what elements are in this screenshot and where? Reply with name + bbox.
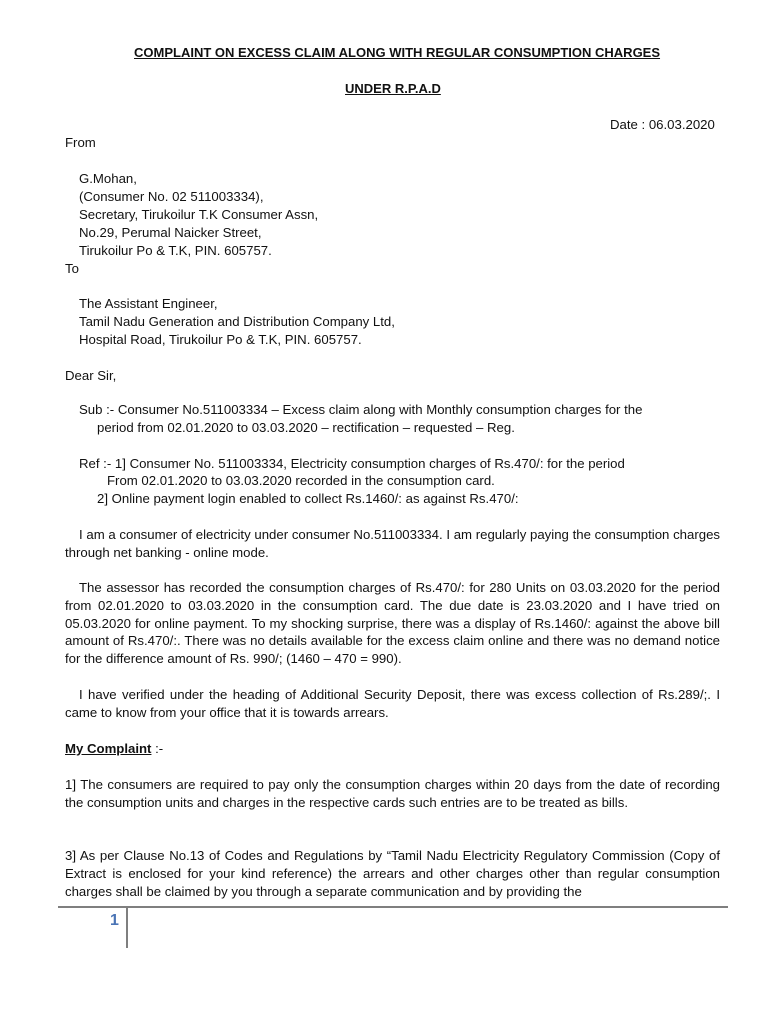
- from-label: From: [65, 135, 96, 150]
- recipient-line: Tamil Nadu Generation and Distribution Company Ltd,: [79, 314, 395, 329]
- complaint-heading-text: My Complaint: [65, 741, 152, 756]
- sender-line: (Consumer No. 02 511003334),: [79, 189, 264, 204]
- letter-date: Date : 06.03.2020: [610, 117, 715, 132]
- complaint-item: 3] As per Clause No.13 of Codes and Regulations by “Tamil Nadu Electricity Regulatory Commission (Copy of Extract is enclosed for your kind reference) the arrears and other charges other than regular consumption charges shall be claimed by you through a separate communication and by providing the: [65, 848, 720, 899]
- body-paragraph: I have verified under the heading of Additional Security Deposit, there was excess collection of Rs.289/;. I came to know from your office that it is towards arrears.: [65, 687, 720, 720]
- complaint-item: 1] The consumers are required to pay only the consumption charges within 20 days from the date of recording the consumption units and charges in the respective cards such entries are to be treated as bills.: [65, 777, 720, 810]
- sender-line: No.29, Perumal Naicker Street,: [79, 225, 262, 240]
- recipient-line: Hospital Road, Tirukoilur Po & T.K, PIN. 605757.: [79, 332, 362, 347]
- subject-line: period from 02.01.2020 to 03.03.2020 – rectification – requested – Reg.: [97, 420, 515, 435]
- footer-divider: [58, 906, 728, 908]
- document-subtitle: UNDER R.P.A.D: [345, 81, 441, 96]
- sender-line: Tirukoilur Po & T.K, PIN. 605757.: [79, 243, 272, 258]
- complaint-heading-suffix: :-: [151, 741, 164, 756]
- to-label: To: [65, 261, 79, 276]
- sender-line: Secretary, Tirukoilur T.K Consumer Assn,: [79, 207, 319, 222]
- subject-line: Sub :- Consumer No.511003334 – Excess claim along with Monthly consumption charges for the: [79, 402, 643, 417]
- salutation: Dear Sir,: [65, 368, 117, 383]
- page-number: 1: [110, 912, 119, 929]
- reference-line: From 02.01.2020 to 03.03.2020 recorded in the consumption card.: [107, 473, 495, 488]
- complaint-heading: [65, 740, 163, 758]
- document-title: COMPLAINT ON EXCESS CLAIM ALONG WITH REGULAR CONSUMPTION CHARGES: [134, 45, 661, 60]
- body-paragraph: I am a consumer of electricity under consumer No.511003334. I am regularly paying the consumption charges through net banking - online mode.: [65, 527, 720, 560]
- footer-vertical-divider: [126, 908, 128, 948]
- reference-line: Ref :- 1] Consumer No. 511003334, Electricity consumption charges of Rs.470/: for the period: [79, 456, 625, 471]
- body-paragraph: The assessor has recorded the consumption charges of Rs.470/: for 280 Units on 03.03.2020 for the period from 02.01.2020 to 03.03.2020 in the consumption card. The due date is 23.03.2020 and I have tried on 05.03.2020 for online payment. To my shocking surprise, there was a display of Rs.1460/: against the above bill amount of Rs.470/:. There was no details available for the excess claim online and there was no demand notice for the difference amount of Rs. 990/; (1460 – 470 = 990).: [65, 580, 720, 667]
- sender-line: G.Mohan,: [79, 171, 137, 186]
- reference-line: 2] Online payment login enabled to collect Rs.1460/: as against Rs.470/:: [97, 491, 519, 506]
- recipient-line: The Assistant Engineer,: [79, 296, 218, 311]
